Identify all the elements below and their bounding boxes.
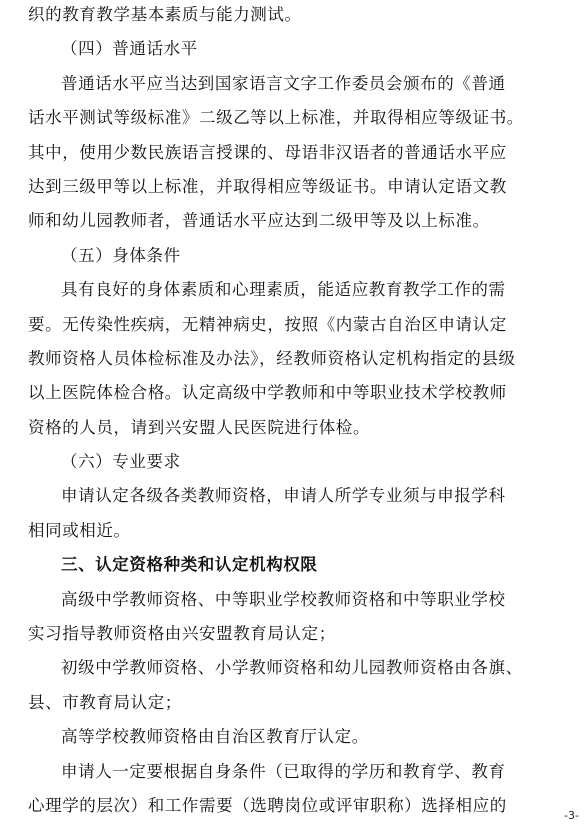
body-text-line: 高等学校教师资格由自治区教育厅认定。: [61, 727, 369, 747]
section-heading: 三、认定资格种类和认定机构权限: [61, 555, 318, 575]
body-text-line: 高级中学教师资格、中等职业学校教师资格和中等职业学校: [61, 589, 506, 609]
subsection-title: （四）普通话水平: [61, 39, 198, 59]
body-text-line: 申请人一定要根据自身条件（已取得的学历和教育学、教育: [61, 761, 506, 781]
body-text-line: 实习指导教师资格由兴安盟教育局认定；: [28, 624, 336, 644]
body-text-line: 县、市教育局认定；: [28, 692, 182, 712]
body-text-line: 资格的人员，请到兴安盟人民医院进行体检。: [28, 417, 370, 437]
subsection-title: （六）专业要求: [61, 452, 181, 472]
body-text-line: 申请认定各级各类教师资格，申请人所学专业须与申报学科: [61, 486, 506, 506]
body-text-line: 师和幼儿园教师者，普通话水平应达到二级甲等及以上标准。: [28, 211, 490, 231]
body-text-line: 教师资格人员体检标准及办法》，经教师资格认定机构指定的县级: [28, 348, 516, 368]
body-text-line: 达到三级甲等以上标准，并取得相应等级证书。申请认定语文教: [28, 176, 507, 196]
body-text-line: 相同或相近。: [28, 520, 131, 540]
subsection-title: （五）身体条件: [61, 245, 181, 265]
body-text-line: 普通话水平应当达到国家语言文字工作委员会颁布的《普通: [61, 73, 506, 93]
body-text-line: 以上医院体检合格。认定高级中学教师和中等职业技术学校教师: [28, 383, 507, 403]
body-text-line: 具有良好的身体素质和心理素质，能适应教育教学工作的需: [61, 280, 506, 300]
body-text-line: 织的教育教学基本素质与能力测试。: [28, 5, 302, 24]
body-text-line: 要。无传染性疾病，无精神病史，按照《内蒙古自治区申请认定: [28, 314, 507, 334]
body-text-line: 心理学的层次）和工作需要（选聘岗位或评审职称）选择相应的: [28, 795, 507, 815]
body-text-line: 初级中学教师资格、小学教师资格和幼儿园教师资格由各旗、: [61, 658, 523, 678]
body-text-line: 话水平测试等级标准》二级乙等以上标准，并取得相应等级证书。: [28, 108, 524, 128]
body-text-line: 其中，使用少数民族语言授课的、母语非汉语者的普通话水平应: [28, 142, 507, 162]
page-number: -3-: [564, 809, 579, 822]
